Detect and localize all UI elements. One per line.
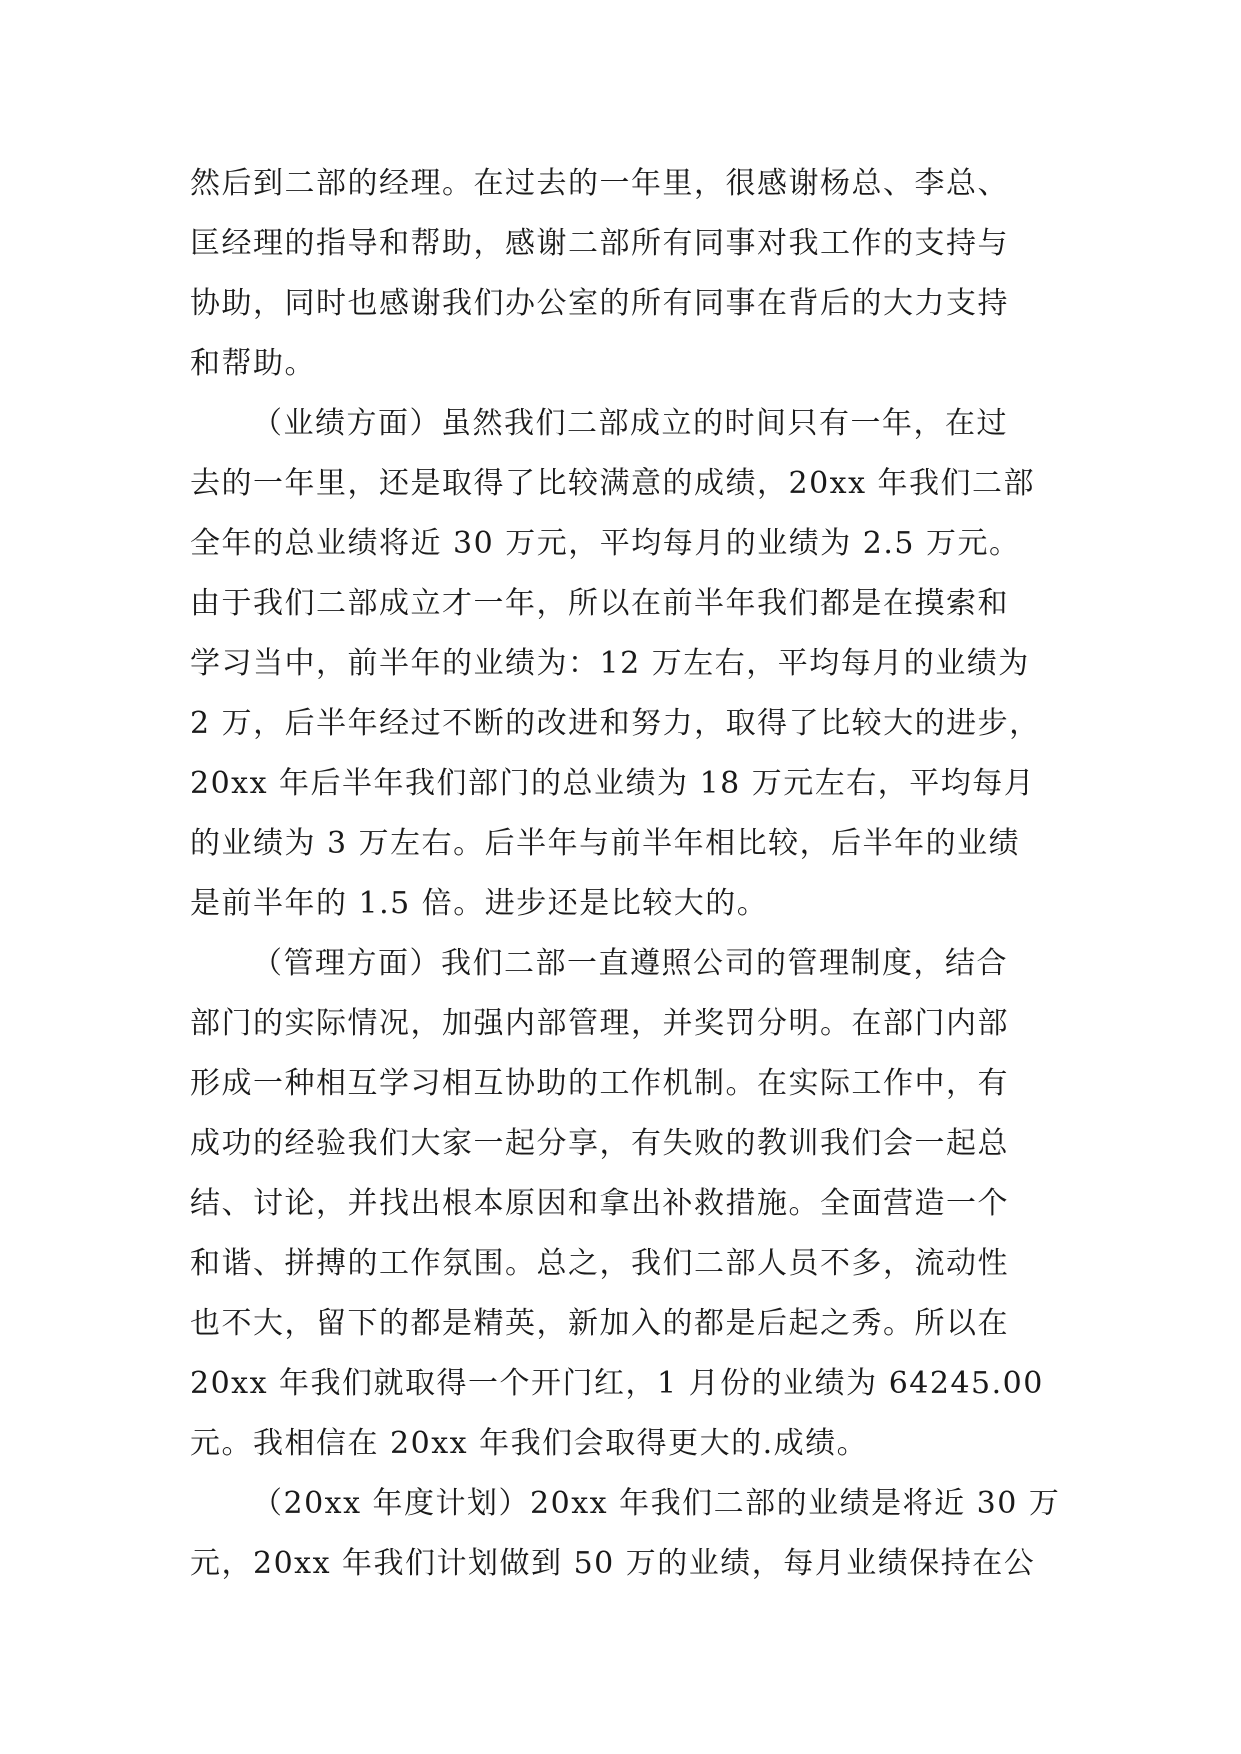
text-line: 部门的实际情况，加强内部管理，并奖罚分明。在部门内部 xyxy=(190,1006,1009,1041)
text-line: 元。我相信在 20xx 年我们会取得更大的.成绩。 xyxy=(190,1426,869,1461)
text-line: 全年的总业绩将近 30 万元，平均每月的业绩为 2.5 万元。 xyxy=(190,526,1021,561)
text-line: 学习当中，前半年的业绩为：12 万左右，平均每月的业绩为 xyxy=(190,646,1030,681)
text-line: 元，20xx 年我们计划做到 50 万的业绩，每月业绩保持在公 xyxy=(190,1546,1036,1581)
text-line: 的业绩为 3 万左右。后半年与前半年相比较，后半年的业绩 xyxy=(190,826,1021,861)
text-line: 然后到二部的经理。在过去的一年里，很感谢杨总、李总、 xyxy=(190,166,1009,201)
text-line: 协助，同时也感谢我们办公室的所有同事在背后的大力支持 xyxy=(190,286,1009,321)
text-line: 结、讨论，并找出根本原因和拿出补救措施。全面营造一个 xyxy=(190,1186,1009,1221)
text-line: 匡经理的指导和帮助，感谢二部所有同事对我工作的支持与 xyxy=(190,226,1009,261)
text-line: 由于我们二部成立才一年，所以在前半年我们都是在摸索和 xyxy=(190,586,1009,621)
paragraph-first-line: （管理方面）我们二部一直遵照公司的管理制度，结合 xyxy=(252,946,1008,981)
text-line: 去的一年里，还是取得了比较满意的成绩，20xx 年我们二部 xyxy=(190,466,1036,501)
text-line: 成功的经验我们大家一起分享，有失败的教训我们会一起总 xyxy=(190,1126,1009,1161)
text-line: 是前半年的 1.5 倍。进步还是比较大的。 xyxy=(190,886,769,921)
document-body xyxy=(190,154,1060,1594)
text-line: 和帮助。 xyxy=(190,346,316,381)
text-line: 和谐、拼搏的工作氛围。总之，我们二部人员不多，流动性 xyxy=(190,1246,1009,1281)
text-line: 也不大，留下的都是精英，新加入的都是后起之秀。所以在 xyxy=(190,1306,1009,1341)
text-line: 2 万，后半年经过不断的改进和努力，取得了比较大的进步， xyxy=(190,706,1041,741)
text-line: 20xx 年我们就取得一个开门红，1 月份的业绩为 64245.00 xyxy=(190,1366,1044,1401)
text-line: 形成一种相互学习相互协助的工作机制。在实际工作中，有 xyxy=(190,1066,1009,1101)
paragraph-first-line: （20xx 年度计划）20xx 年我们二部的业绩是将近 30 万 xyxy=(252,1486,1061,1521)
text-line: 20xx 年后半年我们部门的总业绩为 18 万元左右，平均每月 xyxy=(190,766,1036,801)
paragraph-first-line: （业绩方面）虽然我们二部成立的时间只有一年，在过 xyxy=(252,406,1008,441)
